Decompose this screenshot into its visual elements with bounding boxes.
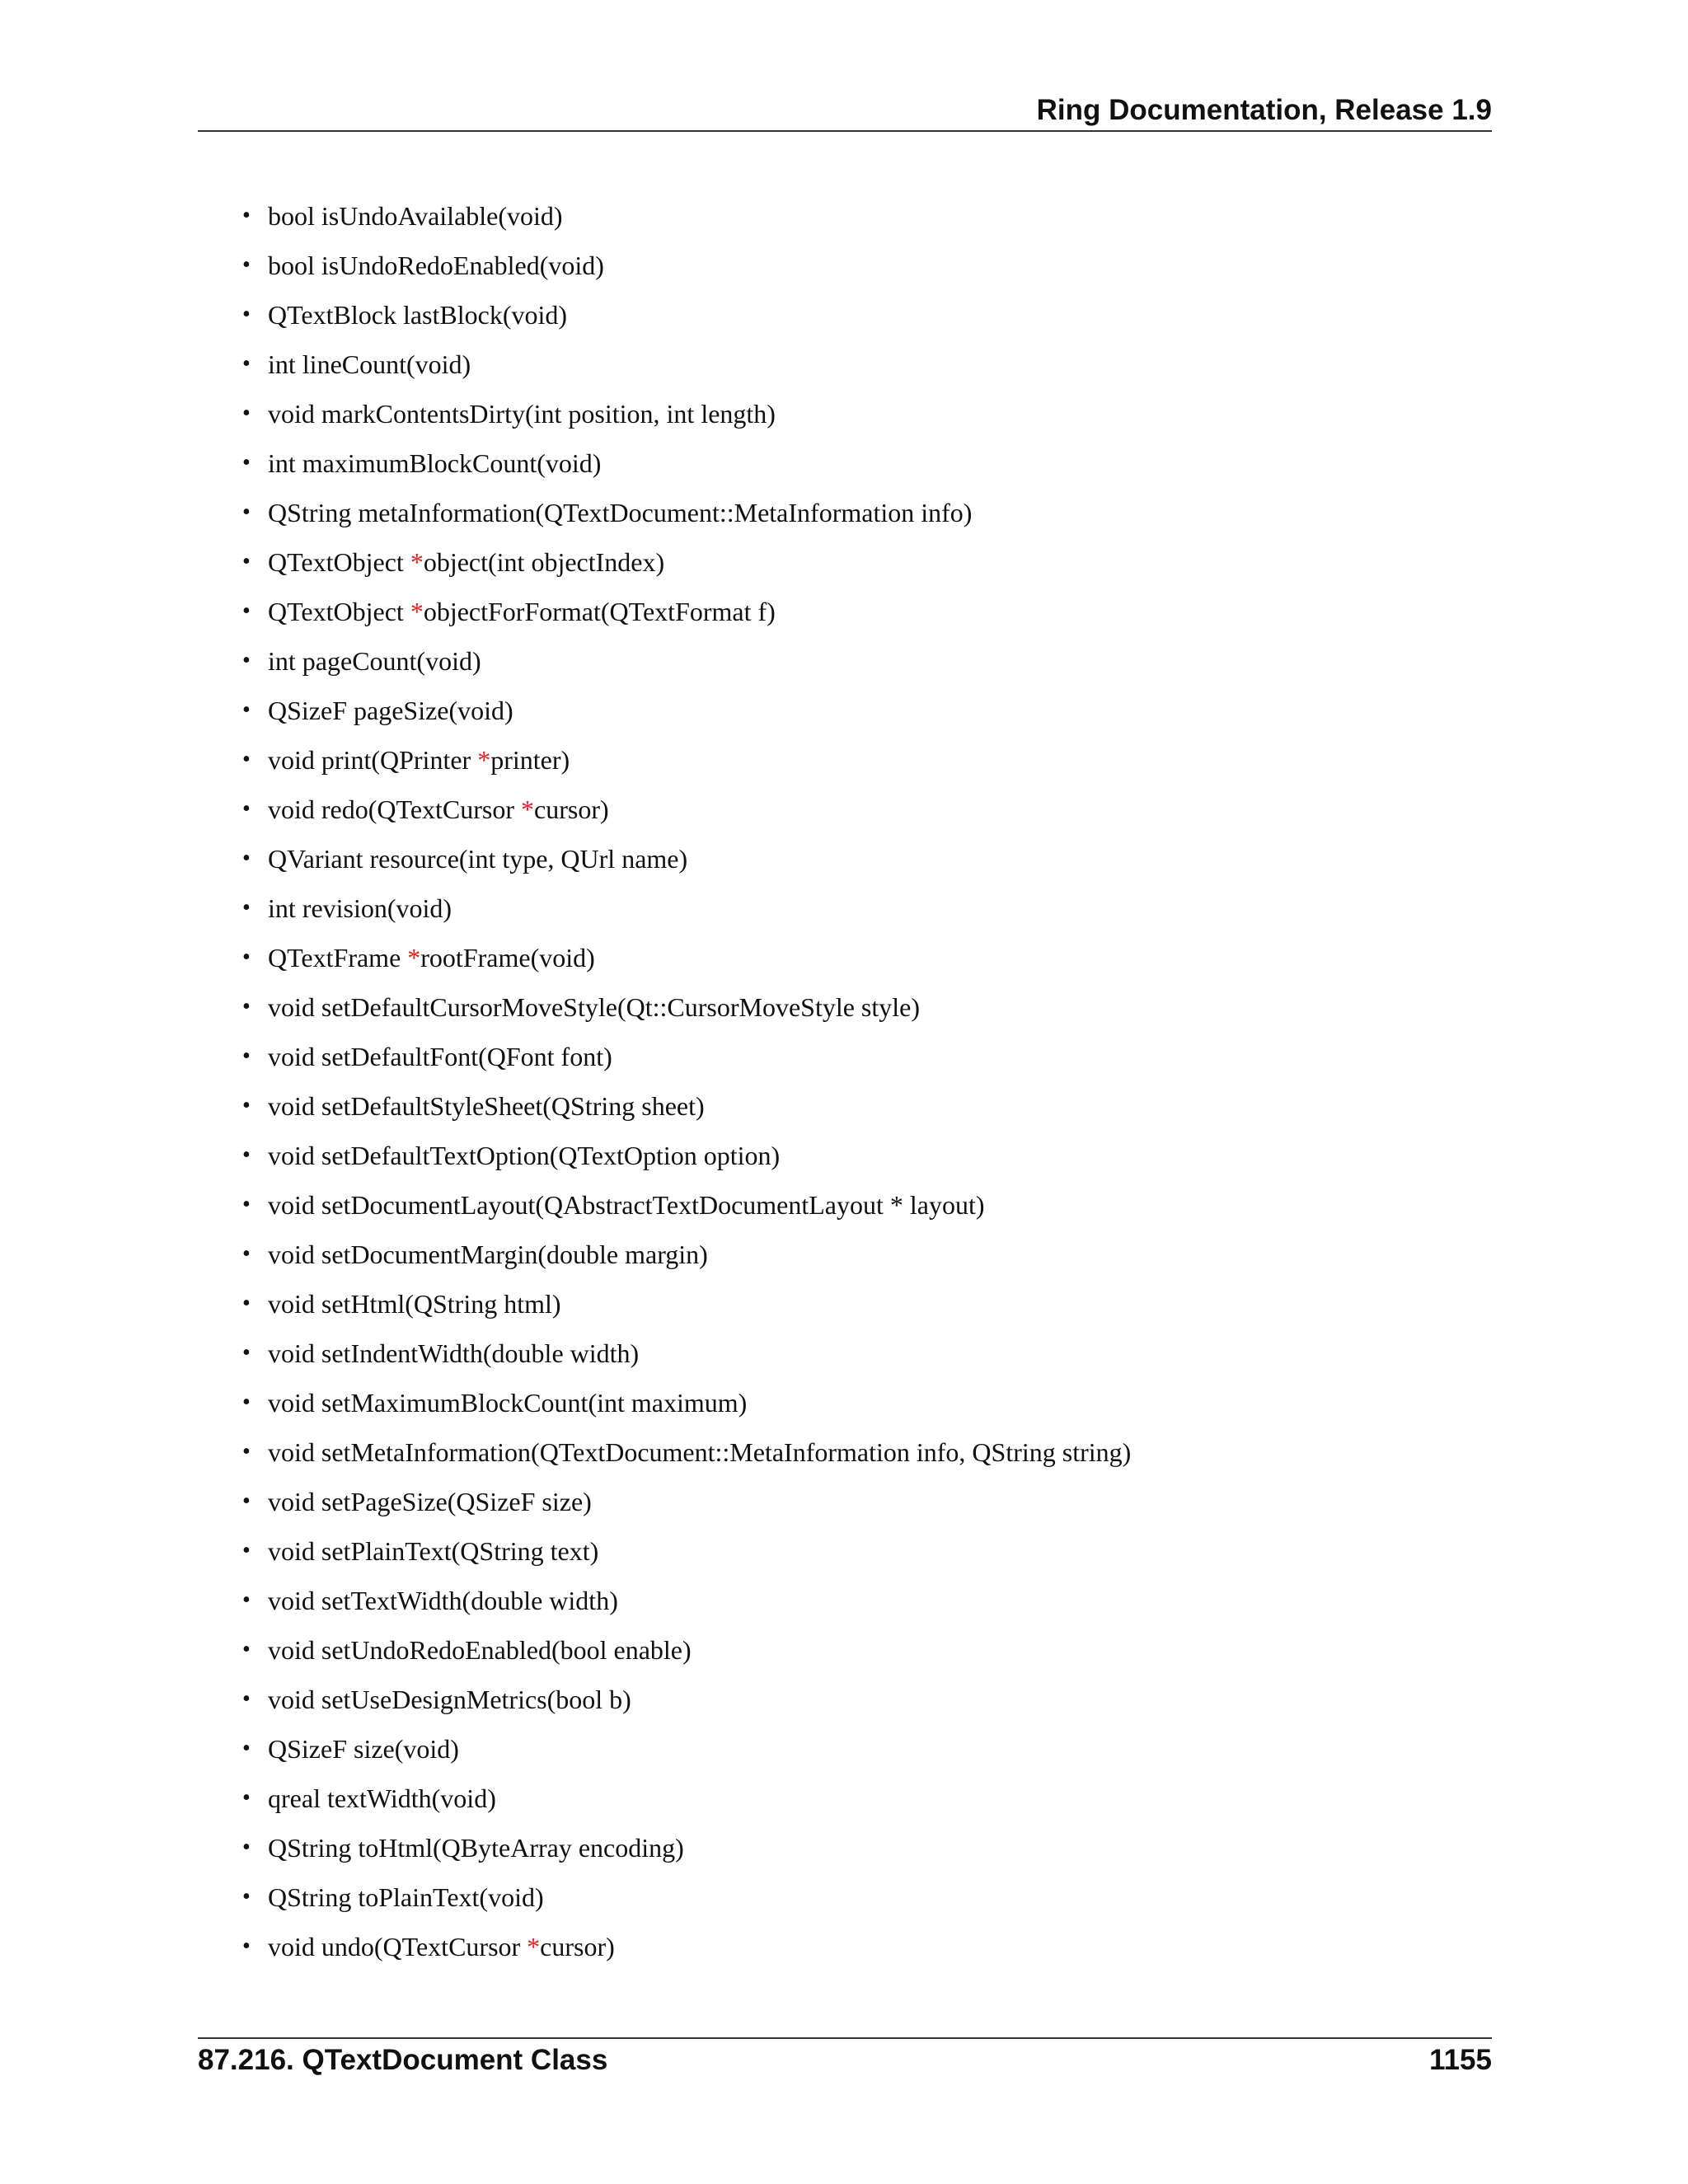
method-signature-tail: cursor): [534, 794, 609, 824]
method-signature: void setDocumentLayout(QAbstractTextDocumentLayout * layout): [268, 1190, 985, 1220]
list-item: [242, 742, 1131, 791]
list-item: [242, 643, 1131, 692]
bullet-icon: •: [242, 796, 251, 822]
list-item: [242, 1879, 1131, 1929]
method-signature: void setHtml(QString html): [268, 1289, 561, 1319]
method-signature: bool isUndoRedoEnabled(void): [268, 251, 604, 280]
bullet-icon: •: [242, 598, 251, 624]
bullet-icon: •: [242, 1835, 251, 1860]
list-item: [242, 1038, 1131, 1088]
method-signature: void setDocumentMargin(double margin): [268, 1240, 708, 1269]
pointer-asterisk: *: [410, 547, 424, 577]
method-signature: void setMaximumBlockCount(int maximum): [268, 1388, 748, 1418]
page-number: 1155: [1429, 2044, 1492, 2076]
list-item: [242, 1780, 1131, 1830]
bullet-icon: •: [242, 203, 251, 228]
bullet-icon: •: [242, 1142, 251, 1168]
bullet-icon: •: [242, 252, 251, 278]
method-signature: QVariant resource(int type, QUrl name): [268, 844, 688, 874]
bullet-icon: •: [242, 401, 251, 426]
running-header: Ring Documentation, Release 1.9: [1036, 94, 1492, 126]
bullet-icon: •: [242, 697, 251, 723]
method-signature-tail: objectForFormat(QTextFormat f): [423, 597, 776, 626]
list-item: [242, 1681, 1131, 1731]
method-signature: void setMetaInformation(QTextDocument::MetaInformation info, QString string): [268, 1437, 1132, 1467]
bullet-icon: •: [242, 1538, 251, 1563]
method-signature: int revision(void): [268, 893, 452, 923]
list-item: [242, 841, 1131, 890]
method-signature: QString toPlainText(void): [268, 1882, 544, 1912]
method-signature: void setUseDesignMetrics(bool b): [268, 1685, 631, 1714]
method-signature: void setUndoRedoEnabled(bool enable): [268, 1635, 692, 1665]
list-item: [242, 1731, 1131, 1780]
bullet-icon: •: [242, 302, 251, 327]
bullet-icon: •: [242, 1192, 251, 1217]
list-item: [242, 1533, 1131, 1582]
list-item: [242, 346, 1131, 396]
list-item: [242, 396, 1131, 445]
method-signature: void setDefaultTextOption(QTextOption option): [268, 1141, 781, 1170]
bullet-icon: •: [242, 1291, 251, 1316]
footer-section-title: 87.216. QTextDocument Class: [198, 2044, 608, 2076]
pointer-asterisk: *: [477, 745, 491, 775]
list-item: [242, 940, 1131, 989]
bullet-icon: •: [242, 1686, 251, 1712]
method-signature: void setPageSize(QSizeF size): [268, 1487, 592, 1516]
method-signature: QString toHtml(QByteArray encoding): [268, 1833, 684, 1863]
method-signature: QTextFrame: [268, 943, 408, 972]
list-item: [242, 1286, 1131, 1335]
method-signature: int lineCount(void): [268, 349, 471, 379]
method-signature: QSizeF size(void): [268, 1734, 459, 1764]
list-item: [242, 593, 1131, 643]
bullet-icon: •: [242, 499, 251, 525]
method-signature-tail: cursor): [540, 1932, 615, 1961]
method-signature-tail: object(int objectIndex): [423, 547, 665, 577]
pointer-asterisk: *: [407, 943, 421, 972]
method-list: [242, 198, 1131, 1978]
method-signature-tail: rootFrame(void): [420, 943, 595, 972]
list-item: [242, 791, 1131, 841]
bullet-icon: •: [242, 944, 251, 970]
method-signature: int maximumBlockCount(void): [268, 448, 602, 478]
bullet-icon: •: [242, 351, 251, 377]
list-item: [242, 494, 1131, 544]
list-item: [242, 1483, 1131, 1533]
list-item: [242, 297, 1131, 346]
bullet-icon: •: [242, 1241, 251, 1267]
method-signature: void setDefaultCursorMoveStyle(Qt::CursorMoveStyle style): [268, 992, 921, 1022]
pointer-asterisk: *: [521, 794, 535, 824]
bullet-icon: •: [242, 1340, 251, 1366]
list-item: [242, 1088, 1131, 1137]
bullet-icon: •: [242, 1488, 251, 1514]
header-rule: [198, 130, 1492, 132]
method-signature: QTextBlock lastBlock(void): [268, 300, 568, 330]
list-item: [242, 1830, 1131, 1879]
list-item: [242, 544, 1131, 593]
bullet-icon: •: [242, 846, 251, 871]
list-item: [242, 1632, 1131, 1681]
bullet-icon: •: [242, 450, 251, 476]
method-signature: QString metaInformation(QTextDocument::MetaInformation info): [268, 498, 973, 527]
list-item: [242, 1187, 1131, 1236]
method-signature: void setDefaultFont(QFont font): [268, 1042, 612, 1071]
method-signature: bool isUndoAvailable(void): [268, 201, 563, 231]
bullet-icon: •: [242, 994, 251, 1019]
method-signature: void undo(QTextCursor: [268, 1932, 528, 1961]
bullet-icon: •: [242, 549, 251, 574]
bullet-icon: •: [242, 895, 251, 921]
method-signature-tail: printer): [490, 745, 570, 775]
bullet-icon: •: [242, 1736, 251, 1761]
bullet-icon: •: [242, 1785, 251, 1811]
bullet-icon: •: [242, 747, 251, 772]
bullet-icon: •: [242, 1587, 251, 1613]
method-signature: void setTextWidth(double width): [268, 1586, 618, 1615]
bullet-icon: •: [242, 1884, 251, 1910]
bullet-icon: •: [242, 1933, 251, 1959]
list-item: [242, 1335, 1131, 1385]
method-signature: int pageCount(void): [268, 646, 481, 676]
method-signature: QTextObject: [268, 547, 410, 577]
method-signature: QSizeF pageSize(void): [268, 696, 513, 725]
bullet-icon: •: [242, 1390, 251, 1415]
list-item: [242, 247, 1131, 297]
list-item: [242, 198, 1131, 247]
list-item: [242, 445, 1131, 494]
method-signature: void markContentsDirty(int position, int length): [268, 399, 776, 429]
footer-rule: [198, 2037, 1492, 2039]
bullet-icon: •: [242, 1637, 251, 1662]
list-item: [242, 1137, 1131, 1187]
method-signature: qreal textWidth(void): [268, 1783, 496, 1813]
list-item: [242, 989, 1131, 1038]
method-signature: void print(QPrinter: [268, 745, 478, 775]
method-signature: QTextObject: [268, 597, 410, 626]
list-item: [242, 1385, 1131, 1434]
method-signature: void setDefaultStyleSheet(QString sheet): [268, 1091, 705, 1121]
list-item: [242, 890, 1131, 940]
method-signature: void redo(QTextCursor: [268, 794, 522, 824]
list-item: [242, 1236, 1131, 1286]
list-item: [242, 692, 1131, 742]
pointer-asterisk: *: [527, 1932, 541, 1961]
bullet-icon: •: [242, 1439, 251, 1465]
method-signature: void setIndentWidth(double width): [268, 1338, 640, 1368]
list-item: [242, 1582, 1131, 1632]
method-signature: void setPlainText(QString text): [268, 1536, 599, 1566]
pointer-asterisk: *: [410, 597, 424, 626]
list-item: [242, 1434, 1131, 1483]
bullet-icon: •: [242, 1043, 251, 1069]
bullet-icon: •: [242, 648, 251, 673]
bullet-icon: •: [242, 1093, 251, 1118]
list-item: [242, 1929, 1131, 1978]
